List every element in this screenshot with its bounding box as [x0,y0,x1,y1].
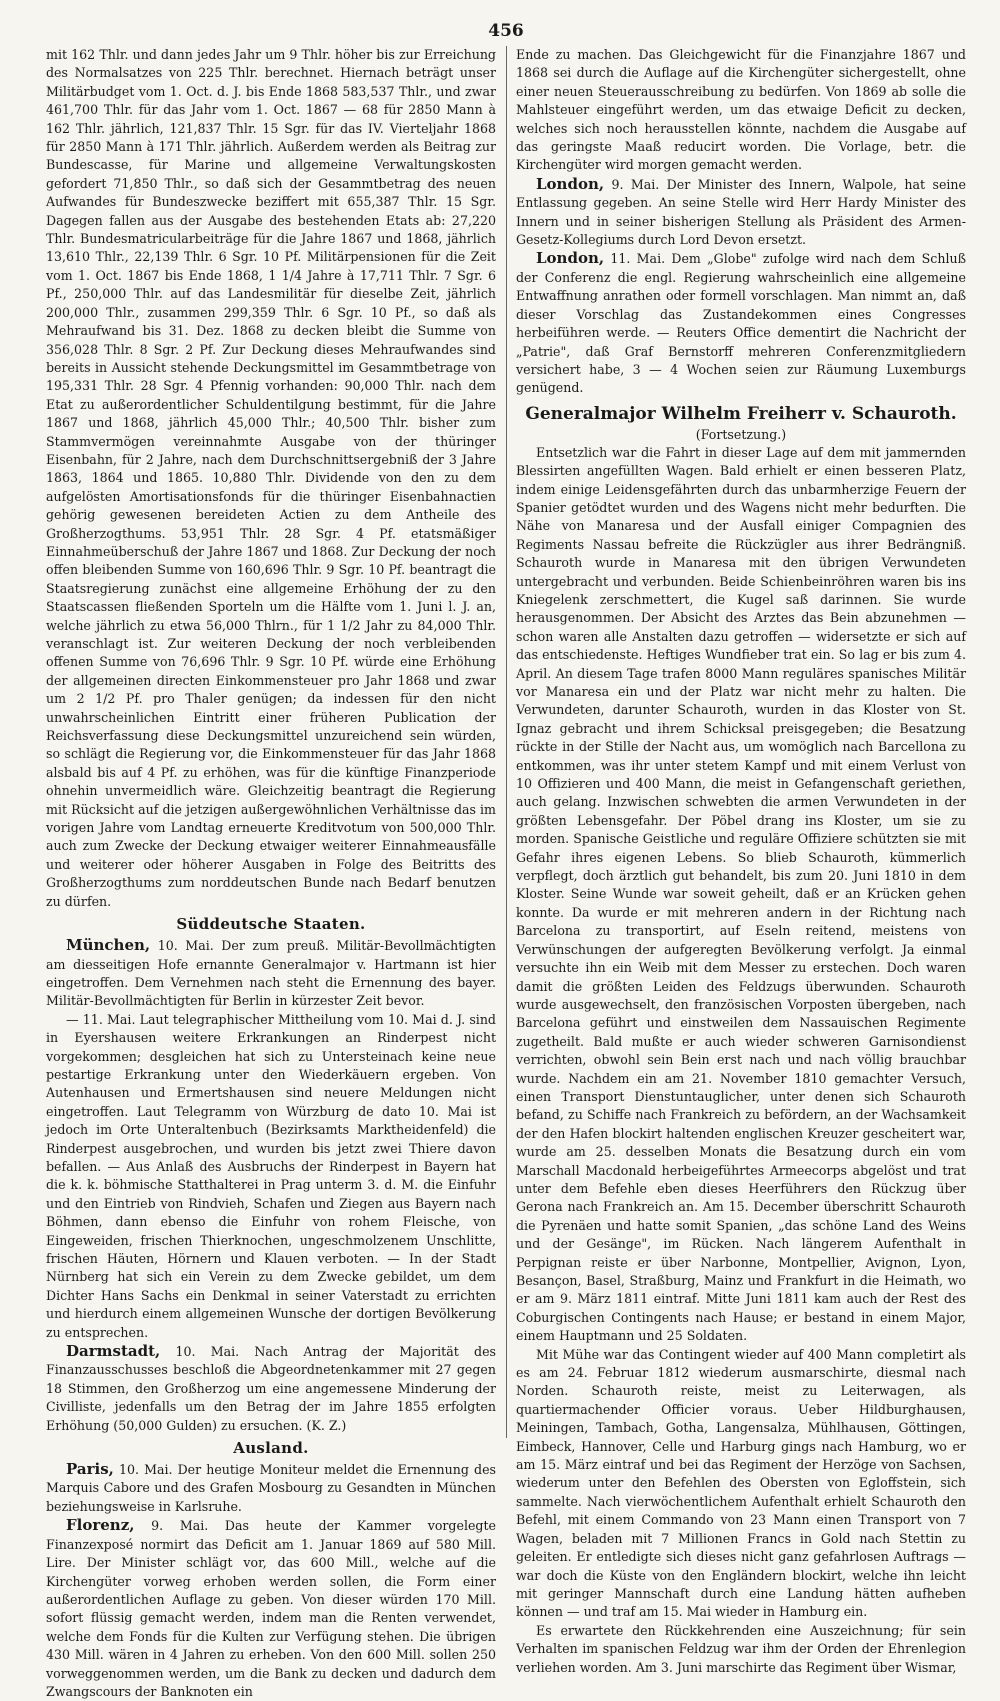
dateline-place: London, [536,174,605,193]
dateline-place: London, [536,249,605,268]
continuation-note: (Fortsetzung.) [695,426,787,442]
dateline-place: Paris, [66,1460,114,1479]
section-heading-ausland: Ausland. [233,1439,309,1458]
florenz-continuation: Ende zu machen. Das Gleichgewicht für die Finanzjahre 1867 und 1868 sei durch die Auflage auf die Kirchengüter sichergestellt, ohne einer neuen Steuerausschreibung zu bedürfen. Von 1869 ab solle die Mahlsteuer eingeführt werden, um das etwaige Deficit zu decken, welches sich noch herausstellen könnte, nachdem die Ausgabe auf das geringste Maaß reducirt worden. Die Vorlage, betr. die Kirchengüter wird morgen gemacht werden. [516,47,966,173]
feuilleton-heading: Generalmajor Wilhelm Freiherr v. Schauroth. [525,403,957,424]
article-text: 10. Mai. Der zum preuß. Militär-Bevollmächtigten am diesseitigen Hofe ernannte Generalmajor v. Hartmann ist hier eingetroffen. Dem Vernehmen nach steht die Ernennung des bayer. Militär-Bevollmächtigten für Berlin in kürzester Zeit bevor. [46,938,496,1009]
article-text: 10. Mai. Der heutige Moniteur meldet die Ernennung des Marquis Cabore und des Grafen Mosbourg zu Gesandten in München beziehungsweise in Karlsruhe. [46,1462,496,1514]
article-darmstadt [46,1342,496,1435]
article-text: 10. Mai. Nach Antrag der Majorität des Finanzausschusses beschloß die Abgeordnetenkammer mit 27 gegen 18 Stimmen, den Großherzog um eine angemessene Minderung der Civilliste, jedenfalls um den Betrag der im Jahre 1855 erfolgten Erhöhung (50,000 Gulden) zu ersuchen. (K. Z.) [46,1344,496,1433]
budget-paragraph: mit 162 Thlr. und dann jedes Jahr um 9 Thlr. höher bis zur Erreichung des Normalsatzes von 225 Thlr. berechnet. Hiernach beträgt unser Militärbudget vom 1. Oct. d. J. bis Ende 1868 583,537 Thlr., und zwar 461,700 Thlr. für das Jahr vom 1. Oct. 1867 — 68 für 2850 Mann à 162 Thlr. jährlich, 121,837 Thlr. 15 Sgr. für das IV. Vierteljahr 1868 für 2850 Mann à 171 Thlr. jährlich. Außerdem werden als Beitrag zur Bundescasse, für Marine und allgemeine Verwaltungskosten gefordert 71,850 Thlr., so daß sich der Gesammtbetrag des neuen Aufwandes für Bundeszwecke beziffert mit 655,387 Thlr. 15 Sgr. Dagegen fallen aus der Ausgabe des bestehenden Etats ab: 27,220 Thlr. Bundesmatricularbeiträge für die Jahre 1867 und 1868, jährlich 13,610 Thlr., 22,139 Thlr. 6 Sgr. 10 Pf. Militärpensionen für die Zeit vom 1. Oct. 1867 bis Ende 1868, 1 1/4 Jahre à 17,711 Thlr. 7 Sgr. 6 Pf., 250,000 Thlr. auf das Landesmilitär für dieselbe Zeit, jährlich 200,000 Thlr., zusammen 299,359 Thlr. 6 Sgr. 10 Pf., so daß als Mehraufwand bis 31. Dez. 1868 zu decken bleibt die Summe von 356,028 Thlr. 8 Sgr. 2 Pf. Zur Deckung dieses Mehraufwandes sind bereits in Aussicht stehende Deckungsmittel im Gesammtbetrage von 195,331 Thlr. 28 Sgr. 4 Pfennig vorhanden: 90,000 Thlr. nach dem Etat zu außerordentlicher Schuldentilgung bestimmt, für die Jahre 1867 und 1868, jährlich 45,000 Thlr.; 40,500 Thlr. bisher zum Stammvermögen vereinnahmte Ausgabe von der thüringer Eisenbahn, für 2 Jahre, nach dem Durchschnittsergebniß der 3 Jahre 1863, 1864 und 1865. 10,880 Thlr. Dividende von den zu dem aufgelösten Amortisationsfonds für die thüringer Eisenbahnactien gehörig gewesenen bereideten Actien zu dem Antheile des Großherzogthums. 53,951 Thlr. 28 Sgr. 4 Pf. etatsmäßiger Einnahmeüberschuß der Jahre 1867 und 1868. Zur Deckung der noch offen bleibenden Summe von 160,696 Thlr. 9 Sgr. 10 Pf. beantragt die Staatsregierung zunächst eine allgemeine Erhöhung der zu den Staatscassen fließenden Sporteln um die Hälfte vom 1. Juni l. J. an, welche jährlich zu etwa 56,000 Thlrn., für 1 1/2 Jahr zu 84,000 Thlr. veranschlagt ist. Zur weiteren Deckung der noch verbleibenden offenen Summe von 76,696 Thlr. 9 Sgr. 10 Pf. würde eine Erhöhung der allgemeinen directen Einkommensteuer pro Jahr 1868 und zwar um 2 1/2 Pf. pro Thaler genügen; da indessen für den nicht unwahrscheinlichen Eintritt einer früheren Publication der Reichsverfassung diese Deckungsmittel unzureichend sein würden, so schlägt die Regierung vor, die Einkommensteuer für das Jahr 1868 alsbald bis auf 4 Pf. zu erhöhen, was für die künftige Finanzperiode ohnehin unvermeidlich wäre. Gleichzeitig beantragt die Regierung mit Rücksicht auf die jetzigen außergewöhnlichen Verhältnisse das im vorigen Jahre vom Landtag erneuerte Kreditvotum von 500,000 Thlr. auch zum Zwecke der Deckung etwaiger weiterer Einnahmeausfälle und weiterer oder höherer Ausgaben in Folge des Beitritts des Großherzogthums zum norddeutschen Bunde nach Bedarf benutzen zu dürfen. [46,47,496,909]
feuilleton-paragraph-2: Mit Mühe war das Contingent wieder auf 400 Mann completirt als es am 24. Februar 1812 wiederum ausmarschirte, diesmal nach Norden. Schauroth reiste, meist zu Leiterwagen, als quartiermachender Officier voraus. Ueber Hildburghausen, Meiningen, Tambach, Gotha, Langensalza, Mühlhausen, Göttingen, Eimbeck, Hannover, Celle und Harburg gings nach Hamburg, wo er am 15. März eintraf und bei das Regiment der Herzöge von Sachsen, wiederum unter den Befehlen des Obersten von Egloffstein, sich sammelte. Nach vierwöchentlichem Aufenthalt erhielt Schauroth den Befehl, mit einem Commando von 23 Mann einen Transport von 7 Wagen, beladen mit 7 Millionen Francs in Gold nach Stettin zu geleiten. Er entledigte sich dieses nicht ganz gefahrlosen Auftrags — war doch die Küste von den Engländern blockirt, welche ihn leicht mit geringer Mannschaft durch eine Landung hätten aufheben können — und traf am 15. Mai wieder in Hamburg ein. [516,1346,966,1620]
article-text: 11. Mai. Dem „Globe" zufolge wird nach dem Schluß der Conferenz die engl. Regierung wahrscheinlich eine allgemeine Entwaffnung anrathen oder formell vorschlagen. Man nimmt an, daß dieser Vorschlag das Zustandekommen eines Congresses herbeiführen werde. — Reuters Office dementirt die Nachricht der „Patrie", daß Graf Bernstorff mehreren Conferenzmitgliedern versichert habe, 3 — 4 Wochen seien zur Räumung Luxemburgs genügend. [516,251,966,396]
feuilleton-paragraph-3: Es erwartete den Rückkehrenden eine Auszeichnung; für sein Verhalten im spanischen Feldzug war ihm der Orden der Ehrenlegion verliehen worden. Am 3. Juni marschirte das Regiment über Wismar, [516,1622,966,1675]
page-number: 456 [488,21,524,41]
dateline-place: Florenz, [66,1516,135,1535]
dateline-place: Darmstadt, [66,1342,161,1361]
article-text: 9. Mai. Das heute der Kammer vorgelegte Finanzexposé normirt das Deficit am 1. Januar 1869 auf 580 Mill. Lire. Der Minister schlägt vor, das 600 Mill., welche auf die Kirchengüter vorweg erhoben werden sollen, die Form einer außerordentlichen Auflage zu geben. Von dieser würden 170 Mill. sofort flüssig gemacht werden, indem man die Renten verwendet, welche dem Fonds für die Kulten zur Verfügung stehen. Die übrigen 430 Mill. wären in 4 Jahren zu erheben. Von den 600 Mill. sollen 250 vorweggenommen werden, um die Bank zu decken und dadurch dem Zwangscours der Banknoten ein [46,1518,496,1699]
left-column [46,46,496,1699]
columns [46,46,966,1699]
article-london-2 [516,249,966,397]
dateline-place: München, [66,936,151,955]
article-london-1 [516,175,966,250]
article-muenchen [46,936,496,1011]
article-paris [46,1460,496,1516]
right-column [516,46,966,1675]
feuilleton-paragraph-1: Entsetzlich war die Fahrt in dieser Lage auf dem mit jammernden Blessirten angefüllten Wagen. Bald erhielt er einen besseren Platz, indem einige Leidensgefährten durch das unbarmherzige Feuern der Spanier getödtet wurden und des Wagens nicht mehr bedurften. Die Nähe von Manaresa und der Ausfall einiger Compagnien des Regiments Nassau befreite die Rückzügler aus ihrer Bedrängniß. Schauroth wurde in Manaresa mit den übrigen Verwundeten untergebracht und verbunden. Beide Schienbeinröhren waren bis ins Kniegelenk zerschmettert, die Kugel saß darinnen. Sie wurde herausgenommen. Der Absicht des Arztes das Bein abzunehmen — schon waren alle Anstalten dazu getroffen — widersetzte er sich auf das entschiedenste. Heftiges Wundfieber trat ein. So lag er bis zum 4. April. An diesem Tage trafen 8000 Mann reguläres spanisches Militär vor Manaresa ein und der Platz war nicht mehr zu halten. Die Verwundeten, darunter Schauroth, wurden in das Kloster von St. Ignaz gebracht und ihrem Schicksal preisgegeben; die Besatzung rückte in der Stille der Nacht aus, um womöglich nach Barcellona zu entkommen, was ihr unter stetem Kampf und mit einem Verlust von 10 Offizieren und 400 Mann, die meist in Gefangenschaft geriethen, auch gelang. Inzwischen schwebten die armen Verwundeten in der größten Lebensgefahr. Der Pöbel drang ins Kloster, um sie zu morden. Spanische Geistliche und reguläre Offiziere schützten sie mit Gefahr ihres eigenen Lebens. So blieb Schauroth, kümmerlich verpflegt, doch ärztlich gut behandelt, bis zum 20. Juni 1810 in dem Kloster. Seine Wunde war soweit geheilt, daß er an Krücken gehen konnte. Da wurde er mit mehreren andern in der Richtung nach Barcelona zu transportirt, auf Eseln reitend, meistens von Verwünschungen der aufgeregten Bevölkerung verfolgt. Ja einmal versuchte ihn ein Weib mit dem Messer zu erstechen. Doch waren damit die größten Leiden des Feldzugs überwunden. Schauroth wurde ausgewechselt, den französischen Vorposten übergeben, nach Barcelona geführt und einstweilen dem Nassauischen Regimente zugetheilt. Bald mußte er auch wieder schweren Garnisondienst verrichten, obwohl sein Bein erst nach und nach völlig brauchbar wurde. Nachdem ein am 21. November 1810 gemachter Versuch, einen Transport Dienstuntauglicher, unter denen sich Schauroth befand, zu Schiffe nach Frankreich zu befördern, an der Wachsamkeit der den Hafen blockirt haltenden englischen Kreuzer gescheitert war, wurde am 25. desselben Monats die Besatzung durch ein vom Marschall Macdonald herbeigeführtes Armeecorps abgelöst und trat unter dem Befehle eben dieses Heerführers den Rückzug über Gerona nach Frankreich an. Am 15. December überschritt Schauroth die Pyrenäen und hatte somit Spanien, „das schöne Land des Weins und der Gesänge", im Rücken. Nach längerem Aufenthalt in Perpignan reiste er über Narbonne, Montpellier, Avignon, Lyon, Besançon, Basel, Straßburg, Mainz und Frankfurt in die Heimath, wo er am 9. März 1811 eintraf. Mitte Juni 1811 kam auch der Rest des Coburgischen Contingents nach Hause; er bestand in einem Major, einem Hauptmann und 25 Soldaten. [516,444,966,1344]
section-heading-sueddeutsche: Süddeutsche Staaten. [176,915,366,934]
article-florenz [46,1516,496,1701]
article-muenchen-2: — 11. Mai. Laut telegraphischer Mittheilung vom 10. Mai d. J. sind in Eyershausen weitere Erkrankungen an Rinderpest nicht vorgekommen; desgleichen hat sich zu Untersteinach keine neue pestartige Erkrankung unter den Wiederkäuern ergeben. Von Autenhausen und Ermertshausen sind neuere Meldungen nicht eingetroffen. Laut Telegramm von Würzburg de dato 10. Mai ist jedoch im Orte Unteraltenbuch (Bezirksamts Marktheidenfeld) die Rinderpest ausgebrochen, und wurden bis jetzt zwei Thiere davon befallen. — Aus Anlaß des Ausbruchs der Rinderpest in Bayern hat die k. k. böhmische Statthalterei in Prag unterm 3. d. M. die Einfuhr und den Eintrieb von Rindvieh, Schafen und Ziegen aus Bayern nach Böhmen, dann ebenso die Einfuhr von rohem Fleische, von Eingeweiden, frischen Thierknochen, ungeschmolzenem Unschlitte, frischen Häuten, Hörnern und Klauen verboten. — In der Stadt Nürnberg hat sich ein Verein zu dem Zwecke gebildet, um dem Dichter Hans Sachs ein Denkmal in seiner Vaterstadt zu errichten und hierdurch einem allgemeinen Wunsche der dortigen Bevölkerung zu entsprechen. [46,1011,496,1340]
column-divider [506,46,507,1438]
article-text: 9. Mai. Der Minister des Innern, Walpole, hat seine Entlassung gegeben. An seine Stelle wird Herr Hardy Minister des Innern und in seiner bisherigen Stellung als Präsident des Armen-Gesetz-Kollegiums durch Lord Devon ersetzt. [516,176,966,248]
